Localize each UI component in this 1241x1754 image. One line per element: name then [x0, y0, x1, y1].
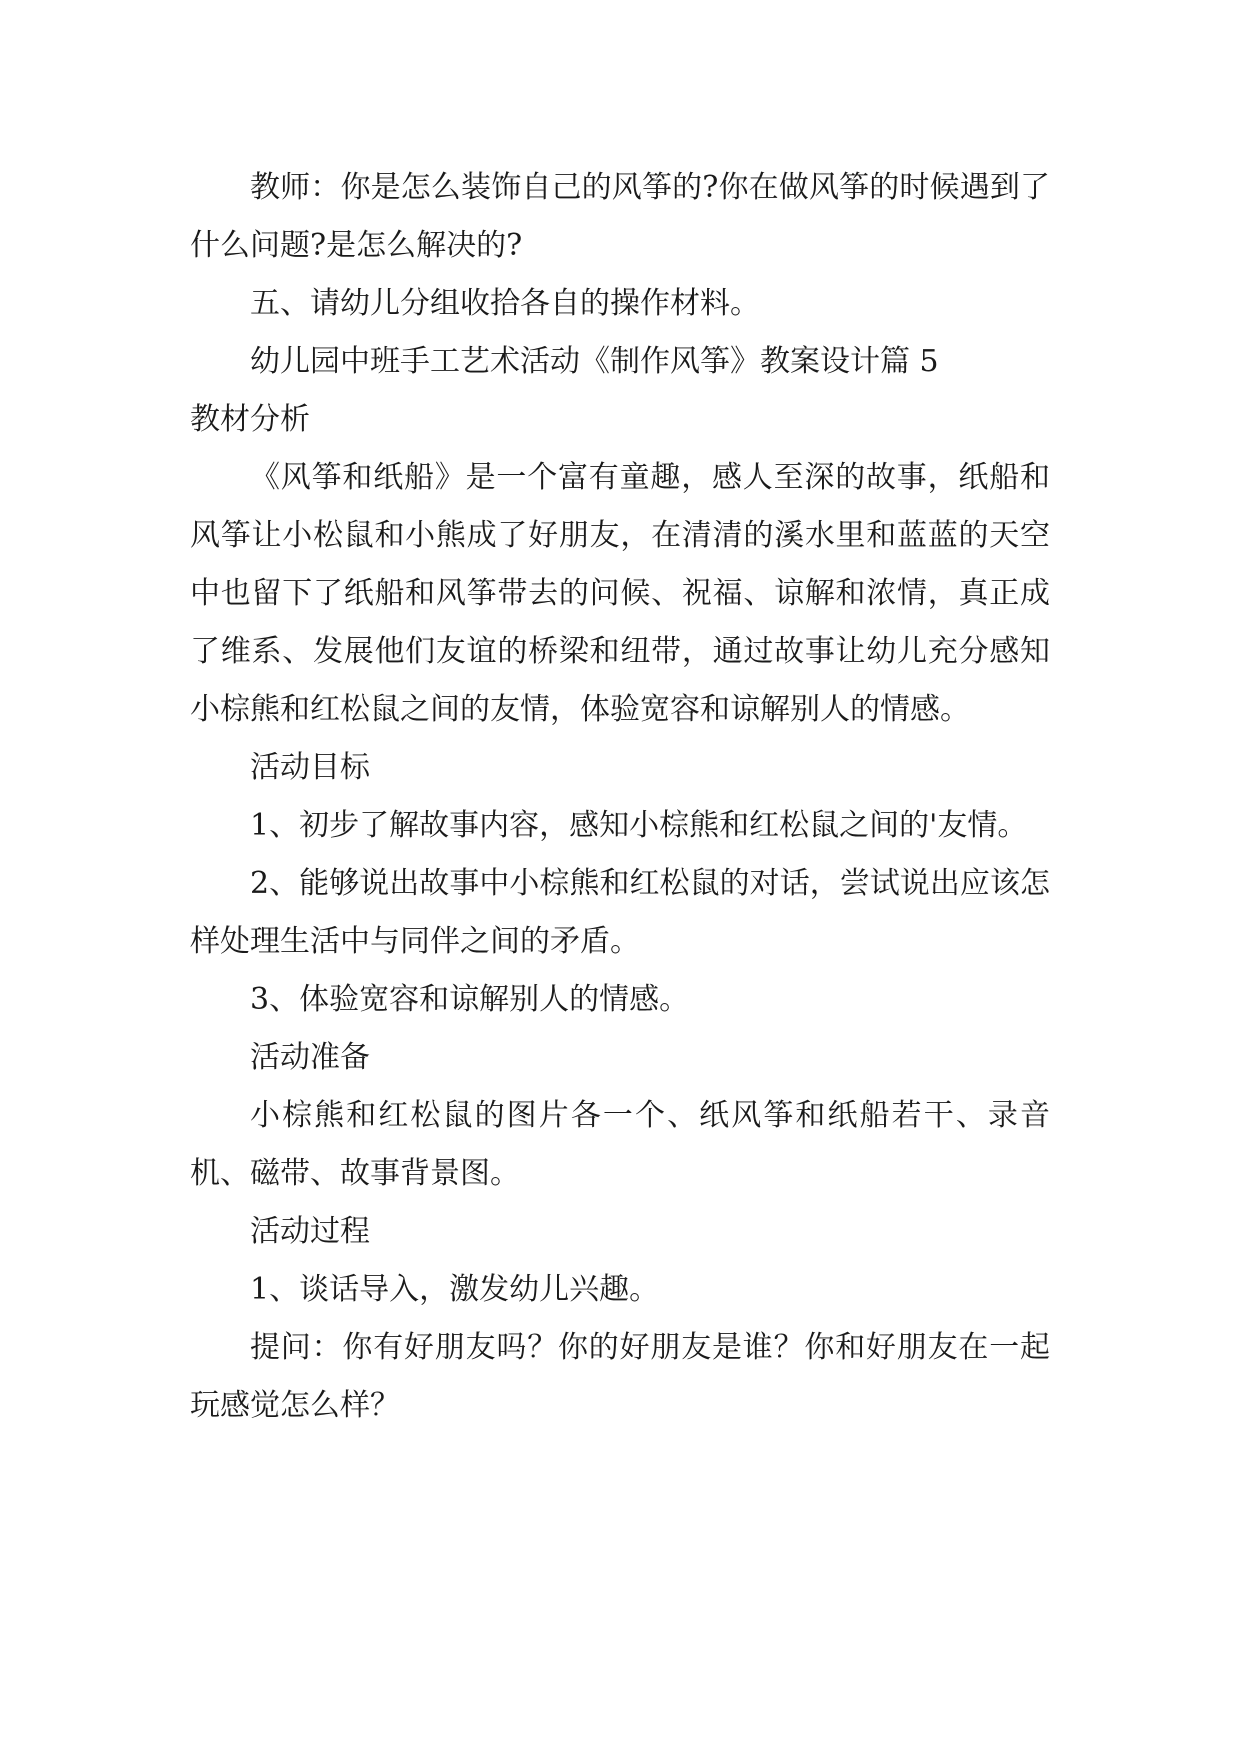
paragraph-teacher-question: 教师：你是怎么装饰自己的风筝的?你在做风筝的时候遇到了什么问题?是怎么解决的? — [190, 170, 1050, 263]
heading-activity-process: 活动过程 — [250, 1214, 370, 1249]
paragraph-step-five: 五、请幼儿分组收拾各自的操作材料。 — [250, 286, 760, 321]
document-body — [190, 159, 1050, 1435]
paragraph-preparation: 小棕熊和红松鼠的图片各一个、纸风筝和纸船若干、录音机、磁带、故事背景图。 — [190, 1098, 1050, 1191]
heading-activity-goals: 活动目标 — [250, 750, 370, 785]
heading-material-analysis: 教材分析 — [190, 402, 310, 437]
paragraph-questions: 提问：你有好朋友吗？你的好朋友是谁？你和好朋友在一起玩感觉怎么样？ — [190, 1330, 1050, 1423]
paragraph-material-analysis: 《风筝和纸船》是一个富有童趣，感人至深的故事，纸船和风筝让小松鼠和小熊成了好朋友，在清清的溪水里和蓝蓝的天空中也留下了纸船和风筝带去的问候、祝福、谅解和浓情，真正成了维系、发展他们友谊的桥梁和纽带，通过故事让幼儿充分感知小棕熊和红松鼠之间的友情，体验宽容和谅解别人的情感。 — [190, 460, 1050, 727]
process-step-1: 1、谈话导入，激发幼儿兴趣。 — [250, 1272, 660, 1307]
heading-activity-preparation: 活动准备 — [250, 1040, 370, 1075]
goal-item-2: 2、能够说出故事中小棕熊和红松鼠的对话，尝试说出应该怎样处理生活中与同伴之间的矛盾。 — [190, 866, 1050, 959]
section-title: 幼儿园中班手工艺术活动《制作风筝》教案设计篇 5 — [250, 344, 939, 379]
goal-item-1: 1、初步了解故事内容，感知小棕熊和红松鼠之间的'友情。 — [250, 808, 1028, 843]
goal-item-3: 3、体验宽容和谅解别人的情感。 — [250, 982, 690, 1017]
